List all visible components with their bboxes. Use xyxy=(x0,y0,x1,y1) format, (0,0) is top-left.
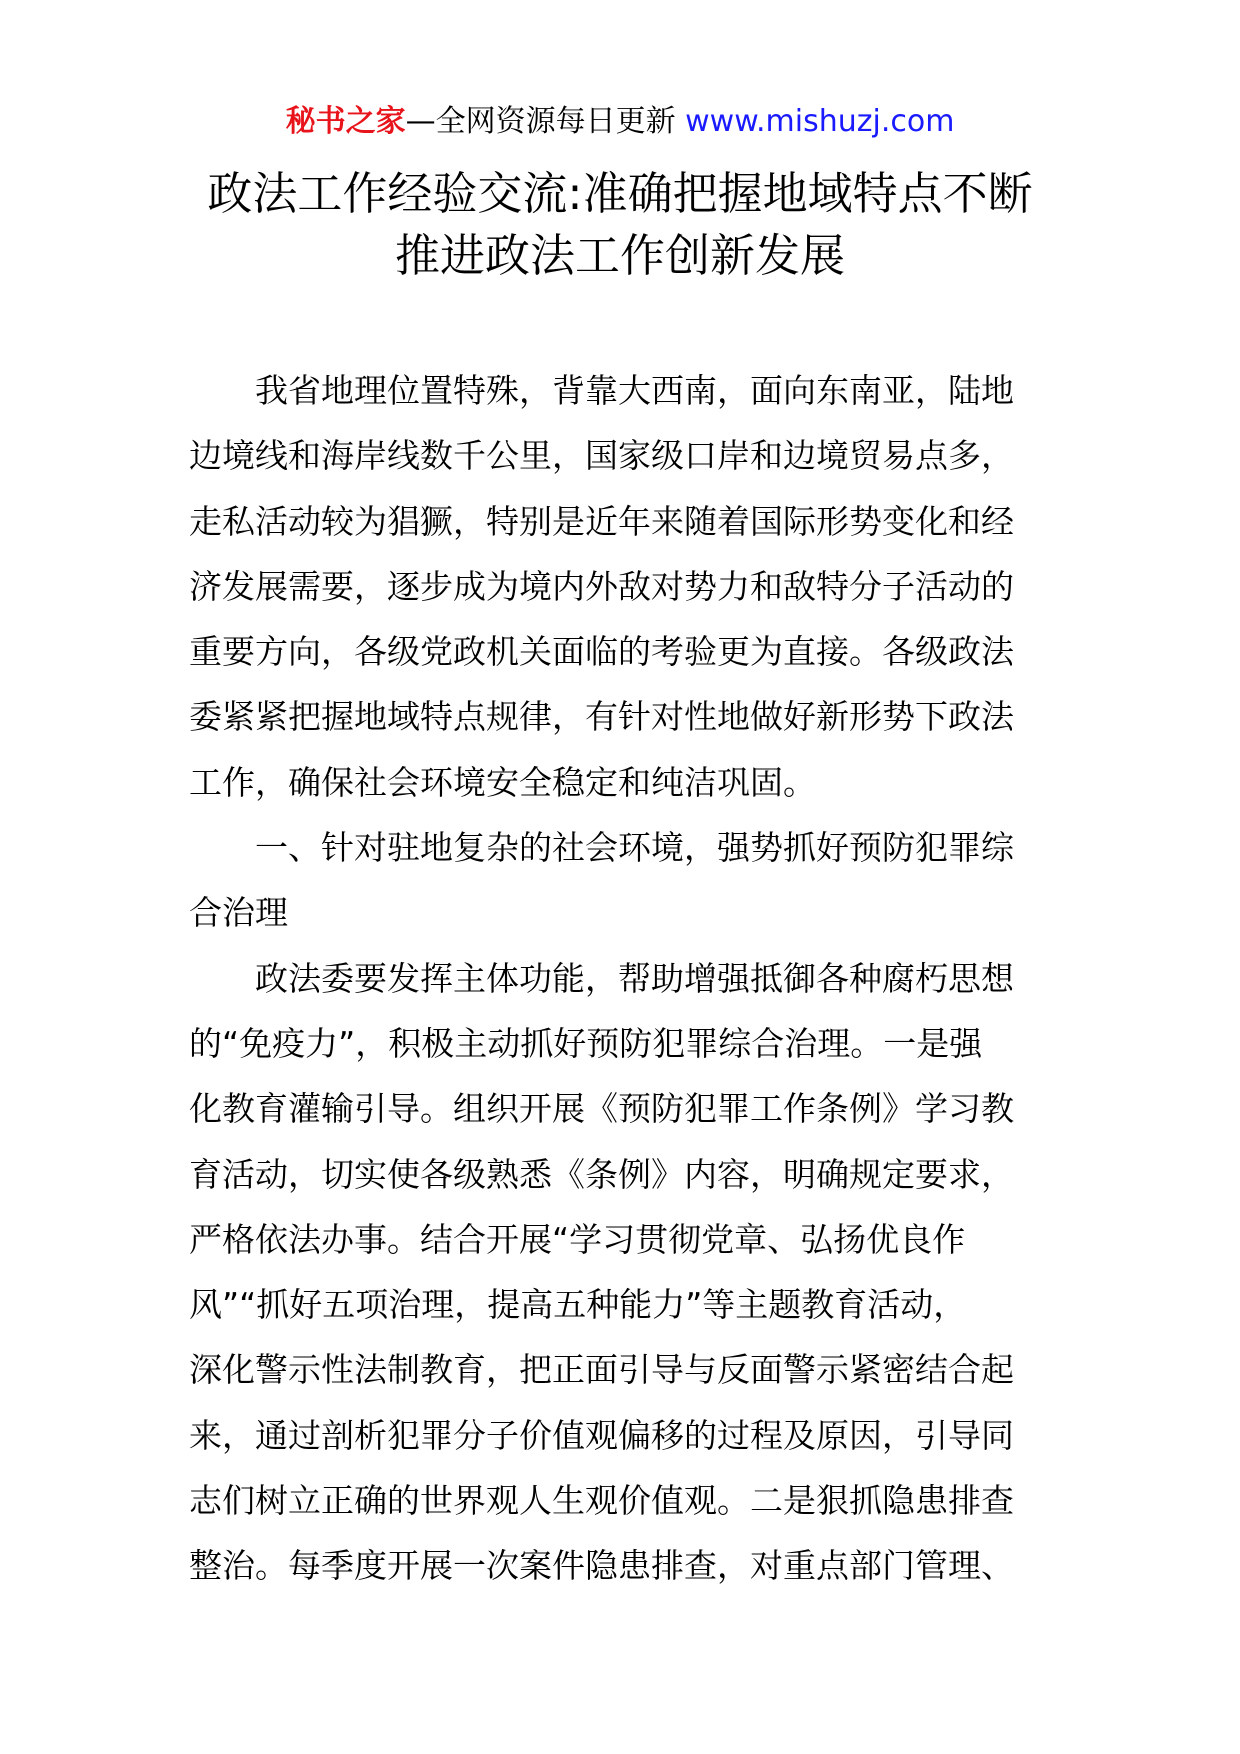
site-header xyxy=(0,102,1240,142)
document-title xyxy=(130,163,1110,287)
body-line: 政法委要发挥主体功能，帮助增强抵御各种腐朽思想 xyxy=(189,958,1014,998)
body-line: 整治。每季度开展一次案件隐患排查，对重点部门管理、 xyxy=(189,1546,1014,1586)
body-line: 来，通过剖析犯罪分子价值观偏移的过程及原因，引导同 xyxy=(189,1415,1014,1455)
site-url-link[interactable]: www.mishuzj.com xyxy=(685,104,955,139)
body-line: 严格依法办事。结合开展“学习贯彻党章、弘扬优良作 xyxy=(189,1219,966,1259)
body-line: 边境线和海岸线数千公里，国家级口岸和边境贸易点多， xyxy=(189,436,1014,476)
section-heading-line: 合治理 xyxy=(189,893,288,933)
document-title-line-2: 推进政法工作创新发展 xyxy=(394,229,845,282)
body-line: 志们树立正确的世界观人生观价值观。二是狠抓隐患排查 xyxy=(189,1481,1014,1521)
body-line: 深化警示性法制教育，把正面引导与反面警示紧密结合起 xyxy=(189,1350,1014,1390)
document-body xyxy=(189,358,1031,1599)
site-tagline: —全网资源每日更新 xyxy=(405,104,676,139)
document-title-line-1: 政法工作经验交流:准确把握地域特点不断 xyxy=(207,167,1033,220)
body-line: 走私活动较为猖獗，特别是近年来随着国际形势变化和经 xyxy=(189,501,1014,541)
body-line: 委紧紧把握地域特点规律，有针对性地做好新形势下政法 xyxy=(189,697,1014,737)
body-line: 育活动，切实使各级熟悉《条例》内容，明确规定要求， xyxy=(189,1154,1014,1194)
body-line: 的“免疫力”，积极主动抓好预防犯罪综合治理。一是强 xyxy=(189,1023,983,1063)
body-line: 风”“抓好五项治理，提高五种能力”等主题教育活动， xyxy=(189,1285,967,1325)
body-line: 工作，确保社会环境安全稳定和纯洁巩固。 xyxy=(189,762,816,802)
site-brand: 秘书之家 xyxy=(285,104,406,139)
body-line: 我省地理位置特殊，背靠大西南，面向东南亚，陆地 xyxy=(189,371,1014,410)
body-line: 化教育灌输引导。组织开展《预防犯罪工作条例》学习教 xyxy=(189,1089,1014,1129)
body-line: 济发展需要，逐步成为境内外敌对势力和敌特分子活动的 xyxy=(189,566,1014,606)
section-heading-line: 一、针对驻地复杂的社会环境，强势抓好预防犯罪综 xyxy=(189,828,1014,868)
body-line: 重要方向，各级党政机关面临的考验更为直接。各级政法 xyxy=(189,632,1014,672)
